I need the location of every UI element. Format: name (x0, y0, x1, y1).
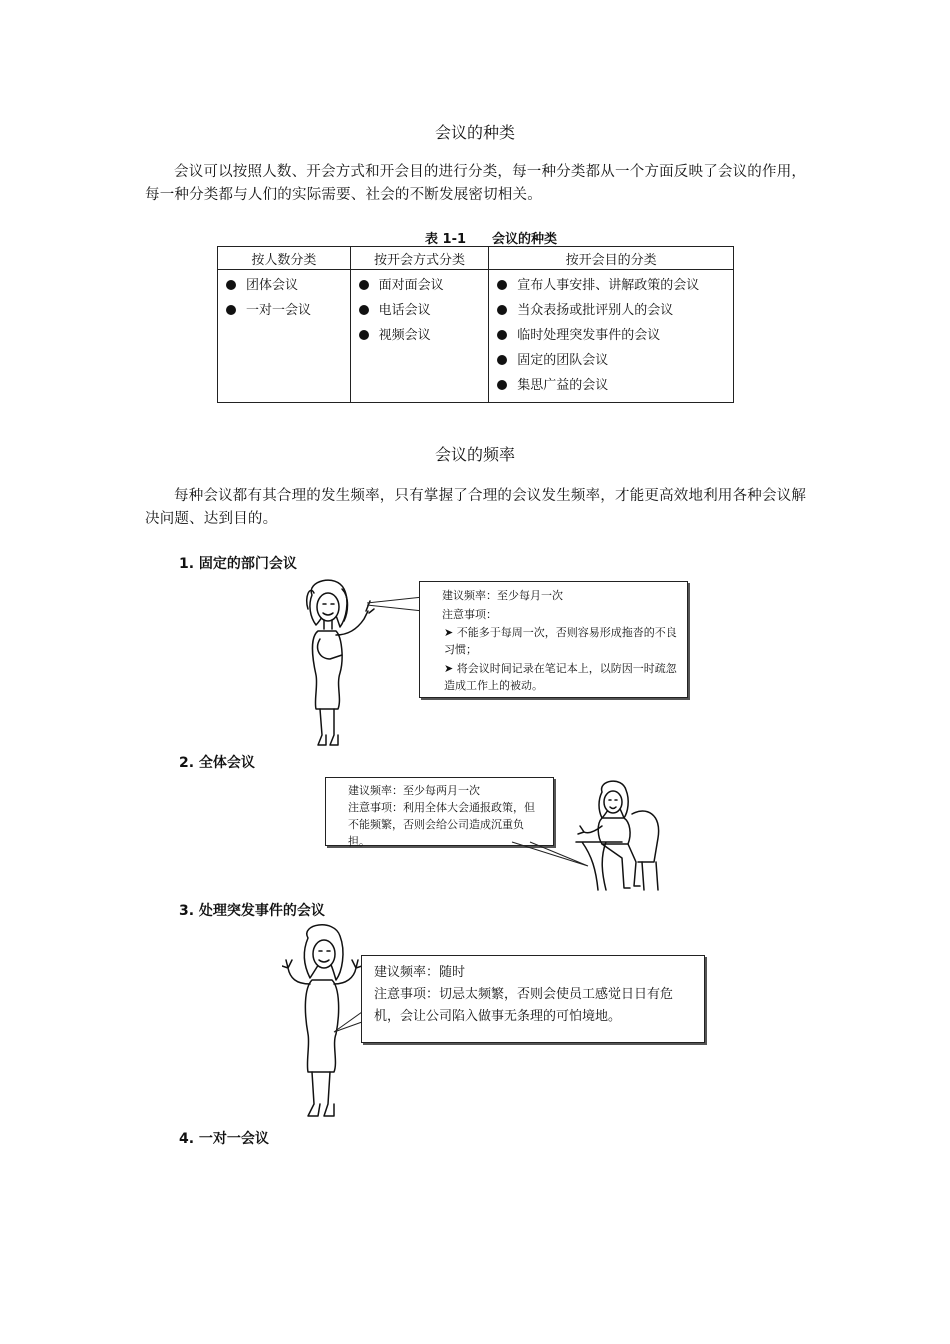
col-header-by-size: 按人数分类 (218, 247, 351, 270)
bullet-icon (226, 305, 236, 315)
note-bullet: ➤ 不能多于每周一次，否则容易形成拖沓的不良习惯； (444, 626, 677, 656)
callout-pointer (365, 595, 425, 615)
heading-one-on-one-meeting: 4. 一对一会议 (179, 1131, 269, 1147)
bullet-icon (497, 305, 507, 315)
callout-department-meeting (419, 581, 688, 698)
bullet-icon (497, 280, 507, 290)
bullet-icon (497, 330, 507, 340)
meeting-kinds-table (217, 246, 734, 403)
col-by-purpose (489, 270, 734, 403)
bullet-icon (226, 280, 236, 290)
frequency-text: 建议频率：至少每两月一次 (348, 784, 480, 797)
section-title-kinds: 会议的种类 (434, 123, 515, 142)
heading-all-hands-meeting: 2. 全体会议 (179, 755, 255, 771)
bullet-icon (359, 280, 369, 290)
list-item: 宣布人事安排、讲解政策的会议 (497, 273, 727, 298)
list-item: 电话会议 (359, 298, 483, 323)
intro-paragraph: 会议可以按照人数、开会方式和开会目的进行分类，每一种分类都从一个方面反映了会议的作用，每一种分类都与人们的实际需要、社会的不断发展密切相关。 (145, 164, 807, 203)
list-item: 面对面会议 (359, 273, 483, 298)
woman-seated-illustration (572, 778, 664, 896)
list-item: 一对一会议 (226, 298, 344, 323)
list-item: 固定的团队会议 (497, 348, 727, 373)
list-item: 临时处理突发事件的会议 (497, 323, 727, 348)
heading-department-meeting: 1. 固定的部门会议 (179, 556, 297, 572)
col-header-by-purpose: 按开会目的分类 (489, 247, 734, 270)
section-title-frequency: 会议的频率 (434, 445, 515, 464)
bullet-icon (497, 355, 507, 365)
list-item: 视频会议 (359, 323, 483, 348)
col-header-by-method: 按开会方式分类 (350, 247, 489, 270)
col-by-size (218, 270, 351, 403)
list-item: 集思广益的会议 (497, 373, 727, 398)
frequency-text: 建议频率：随时 (374, 965, 466, 980)
frequency-paragraph: 每种会议都有其合理的发生频率，只有掌握了合理的会议发生频率，才能更高效地利用各种会议解决问题、达到目的。 (145, 488, 807, 527)
note-label: 注意事项： (442, 608, 497, 621)
callout-pointer (332, 1010, 364, 1036)
table-caption: 表 1-1 会议的种类 (425, 232, 558, 247)
callout-emergency-meeting (361, 955, 705, 1043)
list-item: 团体会议 (226, 273, 344, 298)
note-bullet: ➤ 将会议时间记录在笔记本上，以防因一时疏忽造成工作上的被动。 (444, 662, 677, 692)
frequency-text: 建议频率：至少每月一次 (442, 589, 563, 602)
bullet-icon (497, 380, 507, 390)
note-text: 注意事项：切忌太频繁，否则会使员工感觉日日有危机，会让公司陷入做事无条理的可怕境地。 (374, 987, 674, 1024)
callout-all-hands-meeting (325, 777, 554, 846)
note-text: 注意事项：利用全体大会通报政策，但不能频繁，否则会给公司造成沉重负担。 (348, 801, 535, 848)
bullet-icon (359, 305, 369, 315)
list-item: 当众表扬或批评别人的会议 (497, 298, 727, 323)
col-by-method (350, 270, 489, 403)
heading-emergency-meeting: 3. 处理突发事件的会议 (179, 903, 325, 919)
bullet-icon (359, 330, 369, 340)
